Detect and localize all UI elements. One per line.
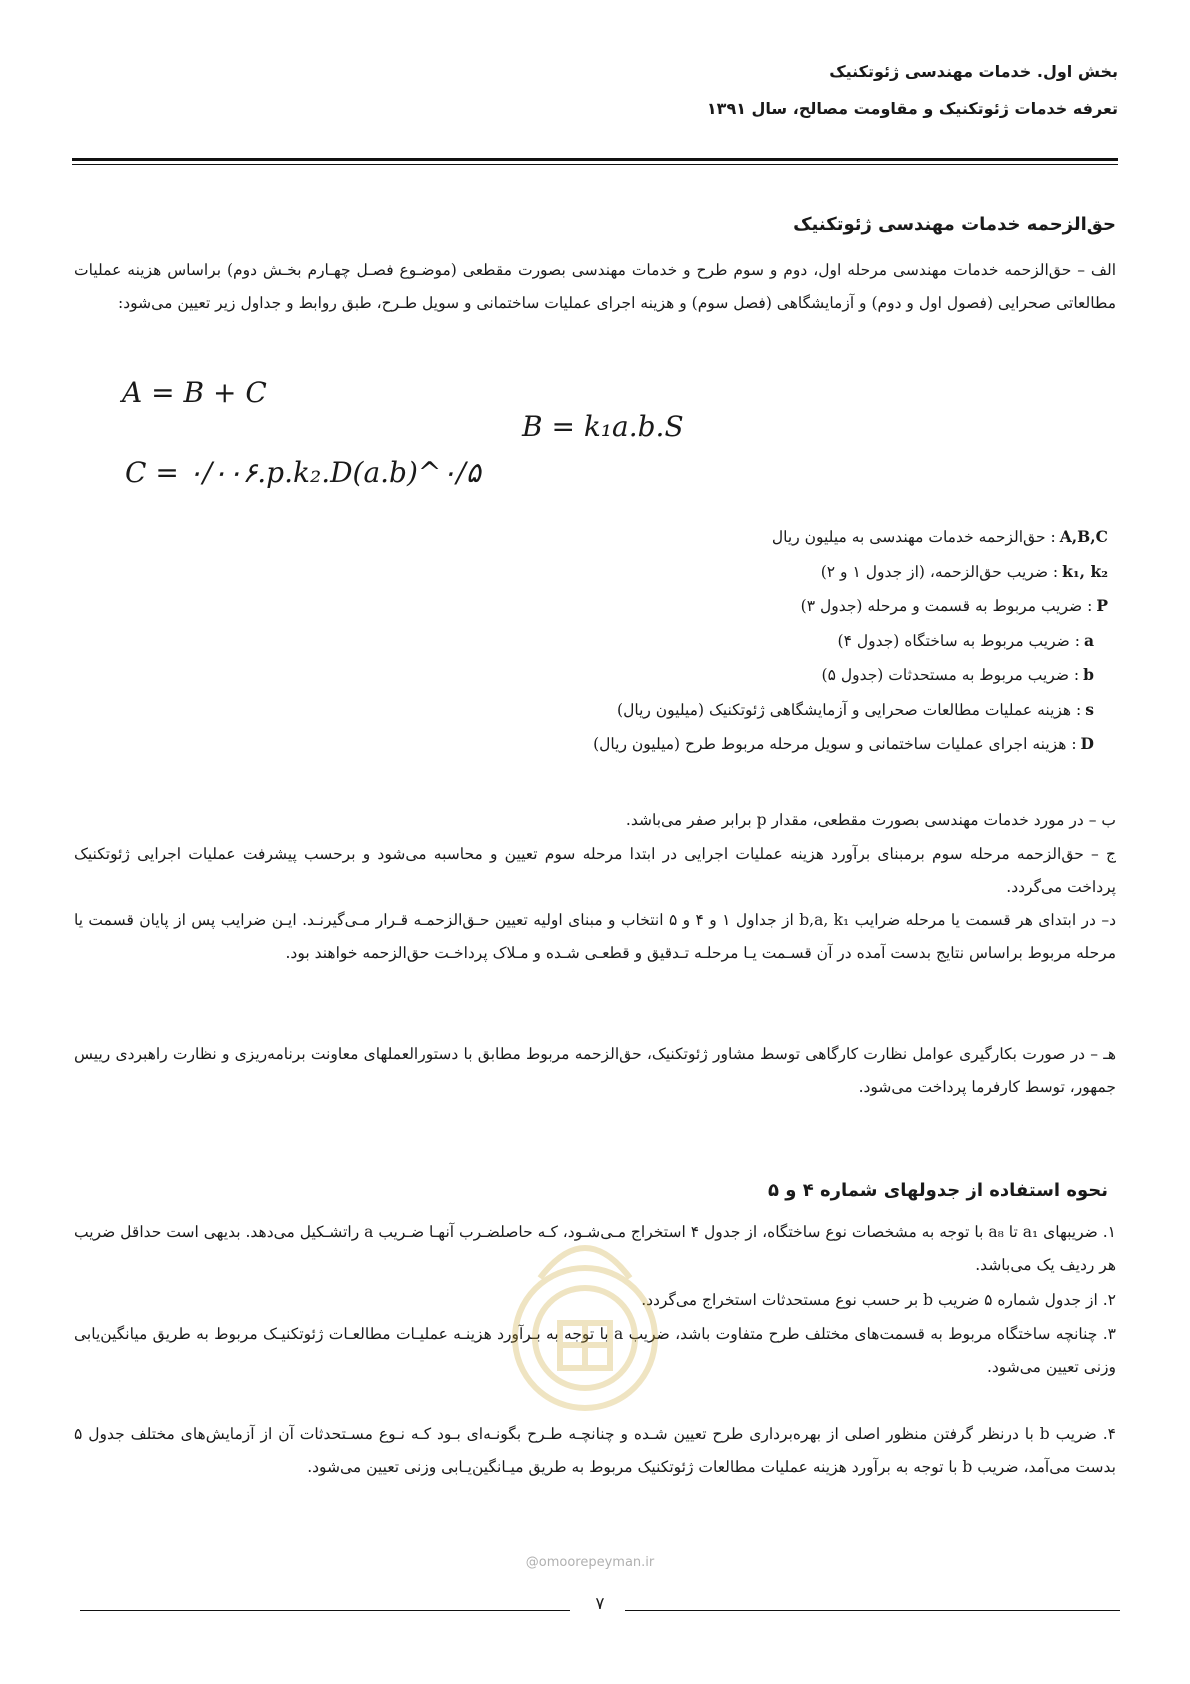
section-title-fees: حق‌الزحمه خدمات مهندسی ژئوتکنیک (793, 214, 1116, 235)
definition-item (300, 727, 1108, 762)
paragraph-he: هـ – در صورت بکارگیری عوامل نظارت کارگاهی توسط مشاور ژئوتکنیک، حق‌الزحمه مربوط مطابق با دستورالعملهای معاونت برنامه‌ریزی و نظارت راهبردی رییس جمهور، توسط کارفرما پرداخت می‌شود. (74, 1045, 1116, 1096)
definition-item (300, 555, 1108, 590)
page-header (72, 62, 1118, 118)
header-rule-thick (72, 158, 1118, 161)
definition-text: : ضریب حق‌الزحمه، (از جدول ۱ و ۲) (820, 562, 1059, 581)
paragraph-dal: د– در ابتدای هر قسمت یا مرحله ضرایب b,a, k₁ از جداول ۱ و ۴ و ۵ انتخاب و مبنای اولیه تعیین حـق‌الزحمـه قـرار مـی‌گیرنـد. ایـن ضرایب پس از پایان قسمت یا مرحله مربوط براساس نتایج بدست آمده در آن قسـمت یـا مرحلـه تـدقیق و قطعـی شـده و مـلاک پرداخـت حق‌الزحمه خواهند بود. (74, 911, 1116, 962)
definition-item (300, 624, 1108, 659)
definition-text: : حق‌الزحمه خدمات مهندسی به میلیون ریال (771, 528, 1056, 546)
definition-key: a (1083, 630, 1094, 650)
definition-text: : هزینه اجرای عملیات ساختمانی و سویل مرحله مربوط طرح (میلیون ریال) (593, 735, 1077, 753)
intro-paragraph: الف – حق‌الزحمه خدمات مهندسی مرحله اول، دوم و سوم طرح و خدمات مهندسی بصورت مقطعی (موضـوع فصـل چهـارم بخـش دوم) براساس هزینه عملیات مطالعاتی صحرایی (فصول اول و دوم) و آزمایشگاهی (فصل سوم) و هزینه اجرای عملیات ساختمانی و سویل طـرح، طبق روابط و جداول زیر تعیین می‌شود: (74, 261, 1116, 312)
definition-key: D (1080, 734, 1094, 753)
definition-item (300, 693, 1108, 728)
definition-key: s (1085, 699, 1094, 719)
footer-rule-left (80, 1610, 570, 1611)
tables-item-1: ۱. ضریبهای a₁ تا a₈ با توجه به مشخصات نوع ساختگاه، از جدول ۴ استخراج مـی‌شـود، کـه حاصلضـرب آنهـا ضـریب a راتشـکیل می‌دهد. بدیهی است حداقل ضریب هر ردیف یک می‌باشد. (74, 1223, 1116, 1274)
formula-b: B = k₁a.b.S (522, 410, 684, 443)
definition-key: b (1083, 665, 1094, 684)
definition-item (300, 589, 1108, 624)
formula-c: C = ۰/۰۰۶.p.k₂.D(a.b)^۰/۵ (125, 456, 481, 489)
definition-key: k₁, k₂ (1062, 561, 1108, 581)
header-part-title: بخش اول. خدمات مهندسی ژئوتکنیک (829, 62, 1118, 81)
definition-item (300, 658, 1108, 693)
section-title-tables: نحوه استفاده از جدولهای شماره ۴ و ۵ (767, 1180, 1108, 1201)
definition-key: P (1096, 596, 1108, 615)
definition-text: : هزینه عملیات مطالعات صحرایی و آزمایشگاهی ژئوتکنیک (میلیون ریال) (617, 700, 1082, 719)
tables-item-4: ۴. ضریب b با درنظر گرفتن منظور اصلی از بهره‌برداری طرح تعیین شـده و چنانچـه طـرح بگونـه‌ای بـود کـه نـوع مسـتحدثات آن از آزمایش‌های مختلف جدول ۵ بدست می‌آمد، ضریب b با توجه به برآورد هزینه عملیات مطالعات ژئوتکنیک مربوط به طریق میـانگین‌یـابی وزنی تعیین می‌شود. (74, 1425, 1116, 1476)
watermark-text: @omoorepeyman.ir (525, 1555, 655, 1570)
definition-text: : ضریب مربوط به ساختگاه (جدول ۴) (837, 631, 1080, 650)
definition-key: A,B,C (1059, 527, 1108, 546)
footer-rule-right (625, 1610, 1120, 1611)
definition-text: : ضریب مربوط به قسمت و مرحله (جدول ۳) (800, 597, 1093, 615)
definitions-list (300, 520, 1108, 762)
tables-item-3: ۳. چنانچه ساختگاه مربوط به قسمت‌های مختلف طرح متفاوت باشد، ضریب a با توجه به بـرآورد هزینـه عملیـات مطالعـات ژئوتکنیـک مربوط به طریق میانگین‌یابی وزنی تعیین می‌شود. (74, 1325, 1116, 1376)
header-rule-thin (72, 164, 1118, 165)
definition-text: : ضریب مربوط به مستحدثات (جدول ۵) (821, 666, 1080, 684)
publisher-logo-watermark (500, 1218, 670, 1438)
page-number: ۷ (595, 1594, 605, 1614)
header-doc-title: تعرفه خدمات ژئوتکنیک و مقاومت مصالح، سال ۱۳۹۱ (706, 99, 1118, 118)
formula-a: A = B + C (122, 376, 267, 409)
tables-item-2: ۲. از جدول شماره ۵ ضریب b بر حسب نوع مستحدثات استخراج می‌گردد. (641, 1291, 1116, 1309)
definition-item (300, 520, 1108, 555)
paragraph-be: ب – در مورد خدمات مهندسی بصورت مقطعی، مقدار p برابر صفر می‌باشد. (625, 811, 1116, 829)
paragraph-jim: ج – حق‌الزحمه مرحله سوم برمبنای برآورد هزینه عملیات اجرایی در ابتدا مرحله سوم تعیین و محاسبه می‌شود و برحسب پیشرفت عملیات اجرایی ژئوتکنیک پرداخت می‌گردد. (74, 845, 1116, 896)
